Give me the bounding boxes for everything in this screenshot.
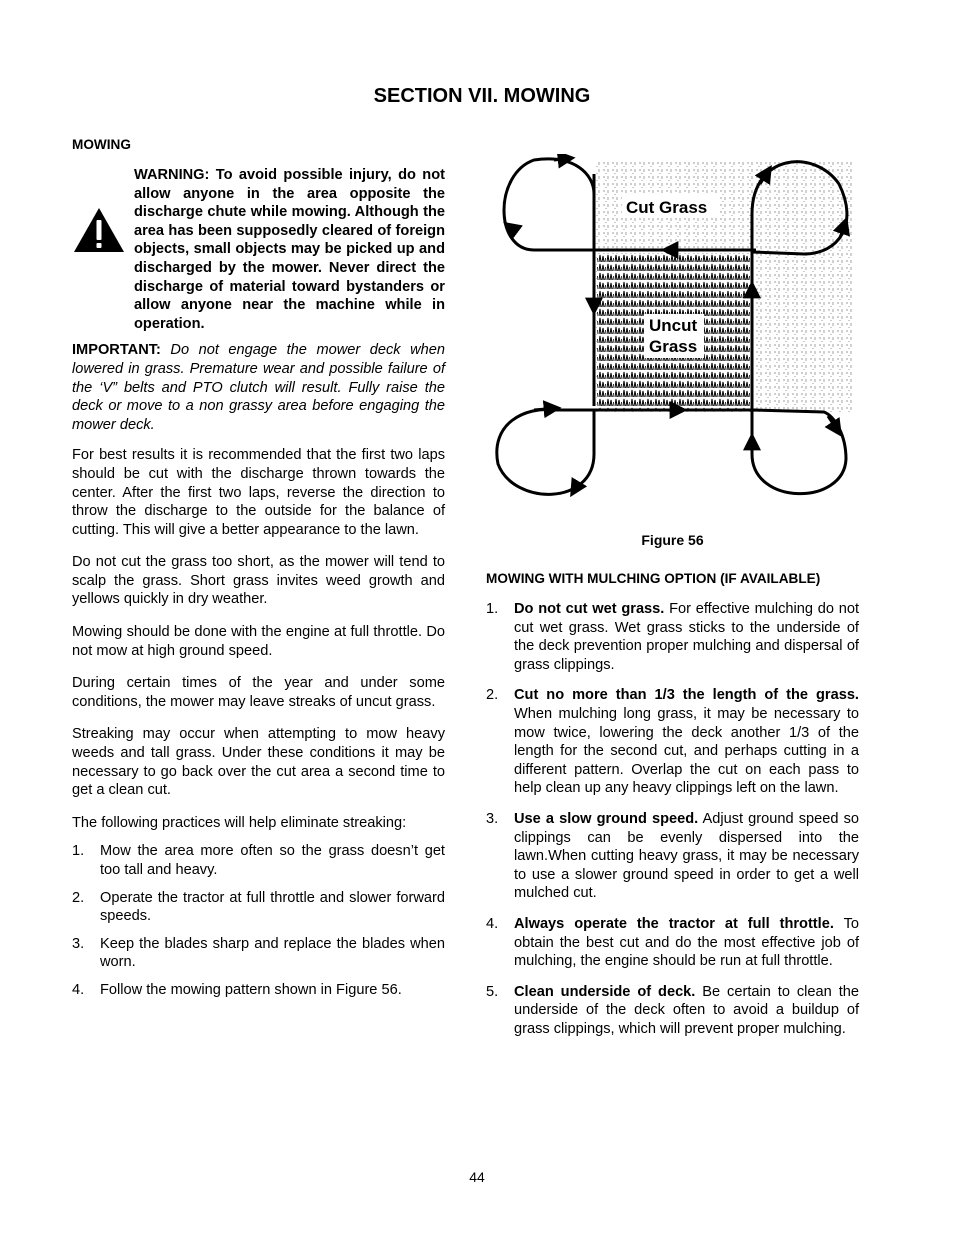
list-item: 1. Mow the area more often so the grass doesn’t get too tall and heavy. [72, 843, 445, 878]
important-label: IMPORTANT: [72, 342, 161, 359]
list-item: 4. Always operate the tractor at full throttle. To obtain the best cut and do the most effective job of mulching, the engine should be run at full throttle. [486, 915, 859, 970]
list-item: 3. Keep the blades sharp and replace the blades when worn. [72, 935, 445, 971]
paragraph-practices: The following practices will help eliminate streaking: [72, 814, 407, 831]
paragraph-too-short: Do not cut the grass too short, as the mower will tend to scalp the grass. Short grass invites weed growth and yellows quickly in dry weather. [72, 554, 445, 608]
warning-triangle-icon [72, 206, 126, 254]
figure-caption: Figure 56 [641, 532, 704, 548]
mulching-heading: MOWING WITH MULCHING OPTION (IF AVAILABLE) [486, 571, 821, 586]
warning-text: WARNING: To avoid possible injury, do not allow anyone in the area opposite the discharge chute while mowing. Although the area has been supposedly cleared of foreign objects, small objects may be picked up and discharged by the mower. Never direct the discharge of material toward bystanders or allow anyone near the machine while in operation. [134, 167, 445, 332]
right-column [486, 570, 859, 1050]
list-item: 1. Do not cut wet grass. For effective mulching do not cut wet grass. Wet grass sticks to the underside of the deck prevention proper mulching and dispersal of grass clippings. [486, 601, 859, 673]
important-text: Do not engage the mower deck when lowered in grass. Premature wear and possible failure of the ‘V” belts and PTO clutch will result. Fully raise the deck or move to a non grassy area before engaging the mower deck. [72, 342, 445, 433]
paragraph-best-results: For best results it is recommended that the first two laps should be cut with the discharge thrown towards the center. After the first two laps, reverse the direction to throw the discharge to the outside for the balance of cutting. This will give a better appearance to the lawn. [72, 447, 445, 538]
mowing-pattern-figure [494, 154, 856, 506]
list-item: 2. Operate the tractor at full throttle and slower forward speeds. [72, 889, 445, 925]
paragraph-full-throttle: Mowing should be done with the engine at full throttle. Do not mow at high ground speed. [72, 624, 445, 659]
list-item: 5. Clean underside of deck. Be certain to clean the underside of the deck often to avoid a buildup of grass clippings, which will prevent proper mulching. [486, 983, 859, 1037]
list-item: 4. Follow the mowing pattern shown in Figure 56. [72, 981, 402, 998]
page-title: SECTION VII. MOWING [373, 85, 591, 107]
streaking-list [72, 842, 445, 999]
page-number: 44 [469, 1169, 485, 1185]
cut-grass-label: Cut Grass [626, 198, 708, 217]
left-column [72, 136, 445, 1009]
uncut-grass-label-line2: Grass [649, 337, 698, 356]
mowing-heading: MOWING [72, 137, 131, 152]
paragraph-streaking: Streaking may occur when attempting to mow heavy weeds and tall grass. Under these conditions it may be necessary to go back over the cut area a second time to get a clean cut. [72, 726, 445, 799]
warning-block [72, 166, 445, 333]
uncut-grass-label-line1: Uncut [649, 316, 698, 335]
list-item: 3. Use a slow ground speed. Adjust ground speed so clippings can be evenly dispersed into the lawn.When cutting heavy grass, it may be necessary to use a slower ground speed in order to get a well mulched cut. [486, 810, 859, 902]
paragraph-streaks: During certain times of the year and under some conditions, the mower may leave streaks of uncut grass. [72, 675, 445, 710]
important-paragraph [72, 341, 445, 434]
mulching-list [486, 600, 859, 1038]
list-item: 2. Cut no more than 1/3 the length of the grass. When mulching long grass, it may be necessary to mow twice, lowering the deck another 1/3 of the length for the second cut, and perhaps cutting in a different pattern. Overlap the cut on each pass to help clean up any heavy clippings left on the lawn. [486, 687, 859, 797]
